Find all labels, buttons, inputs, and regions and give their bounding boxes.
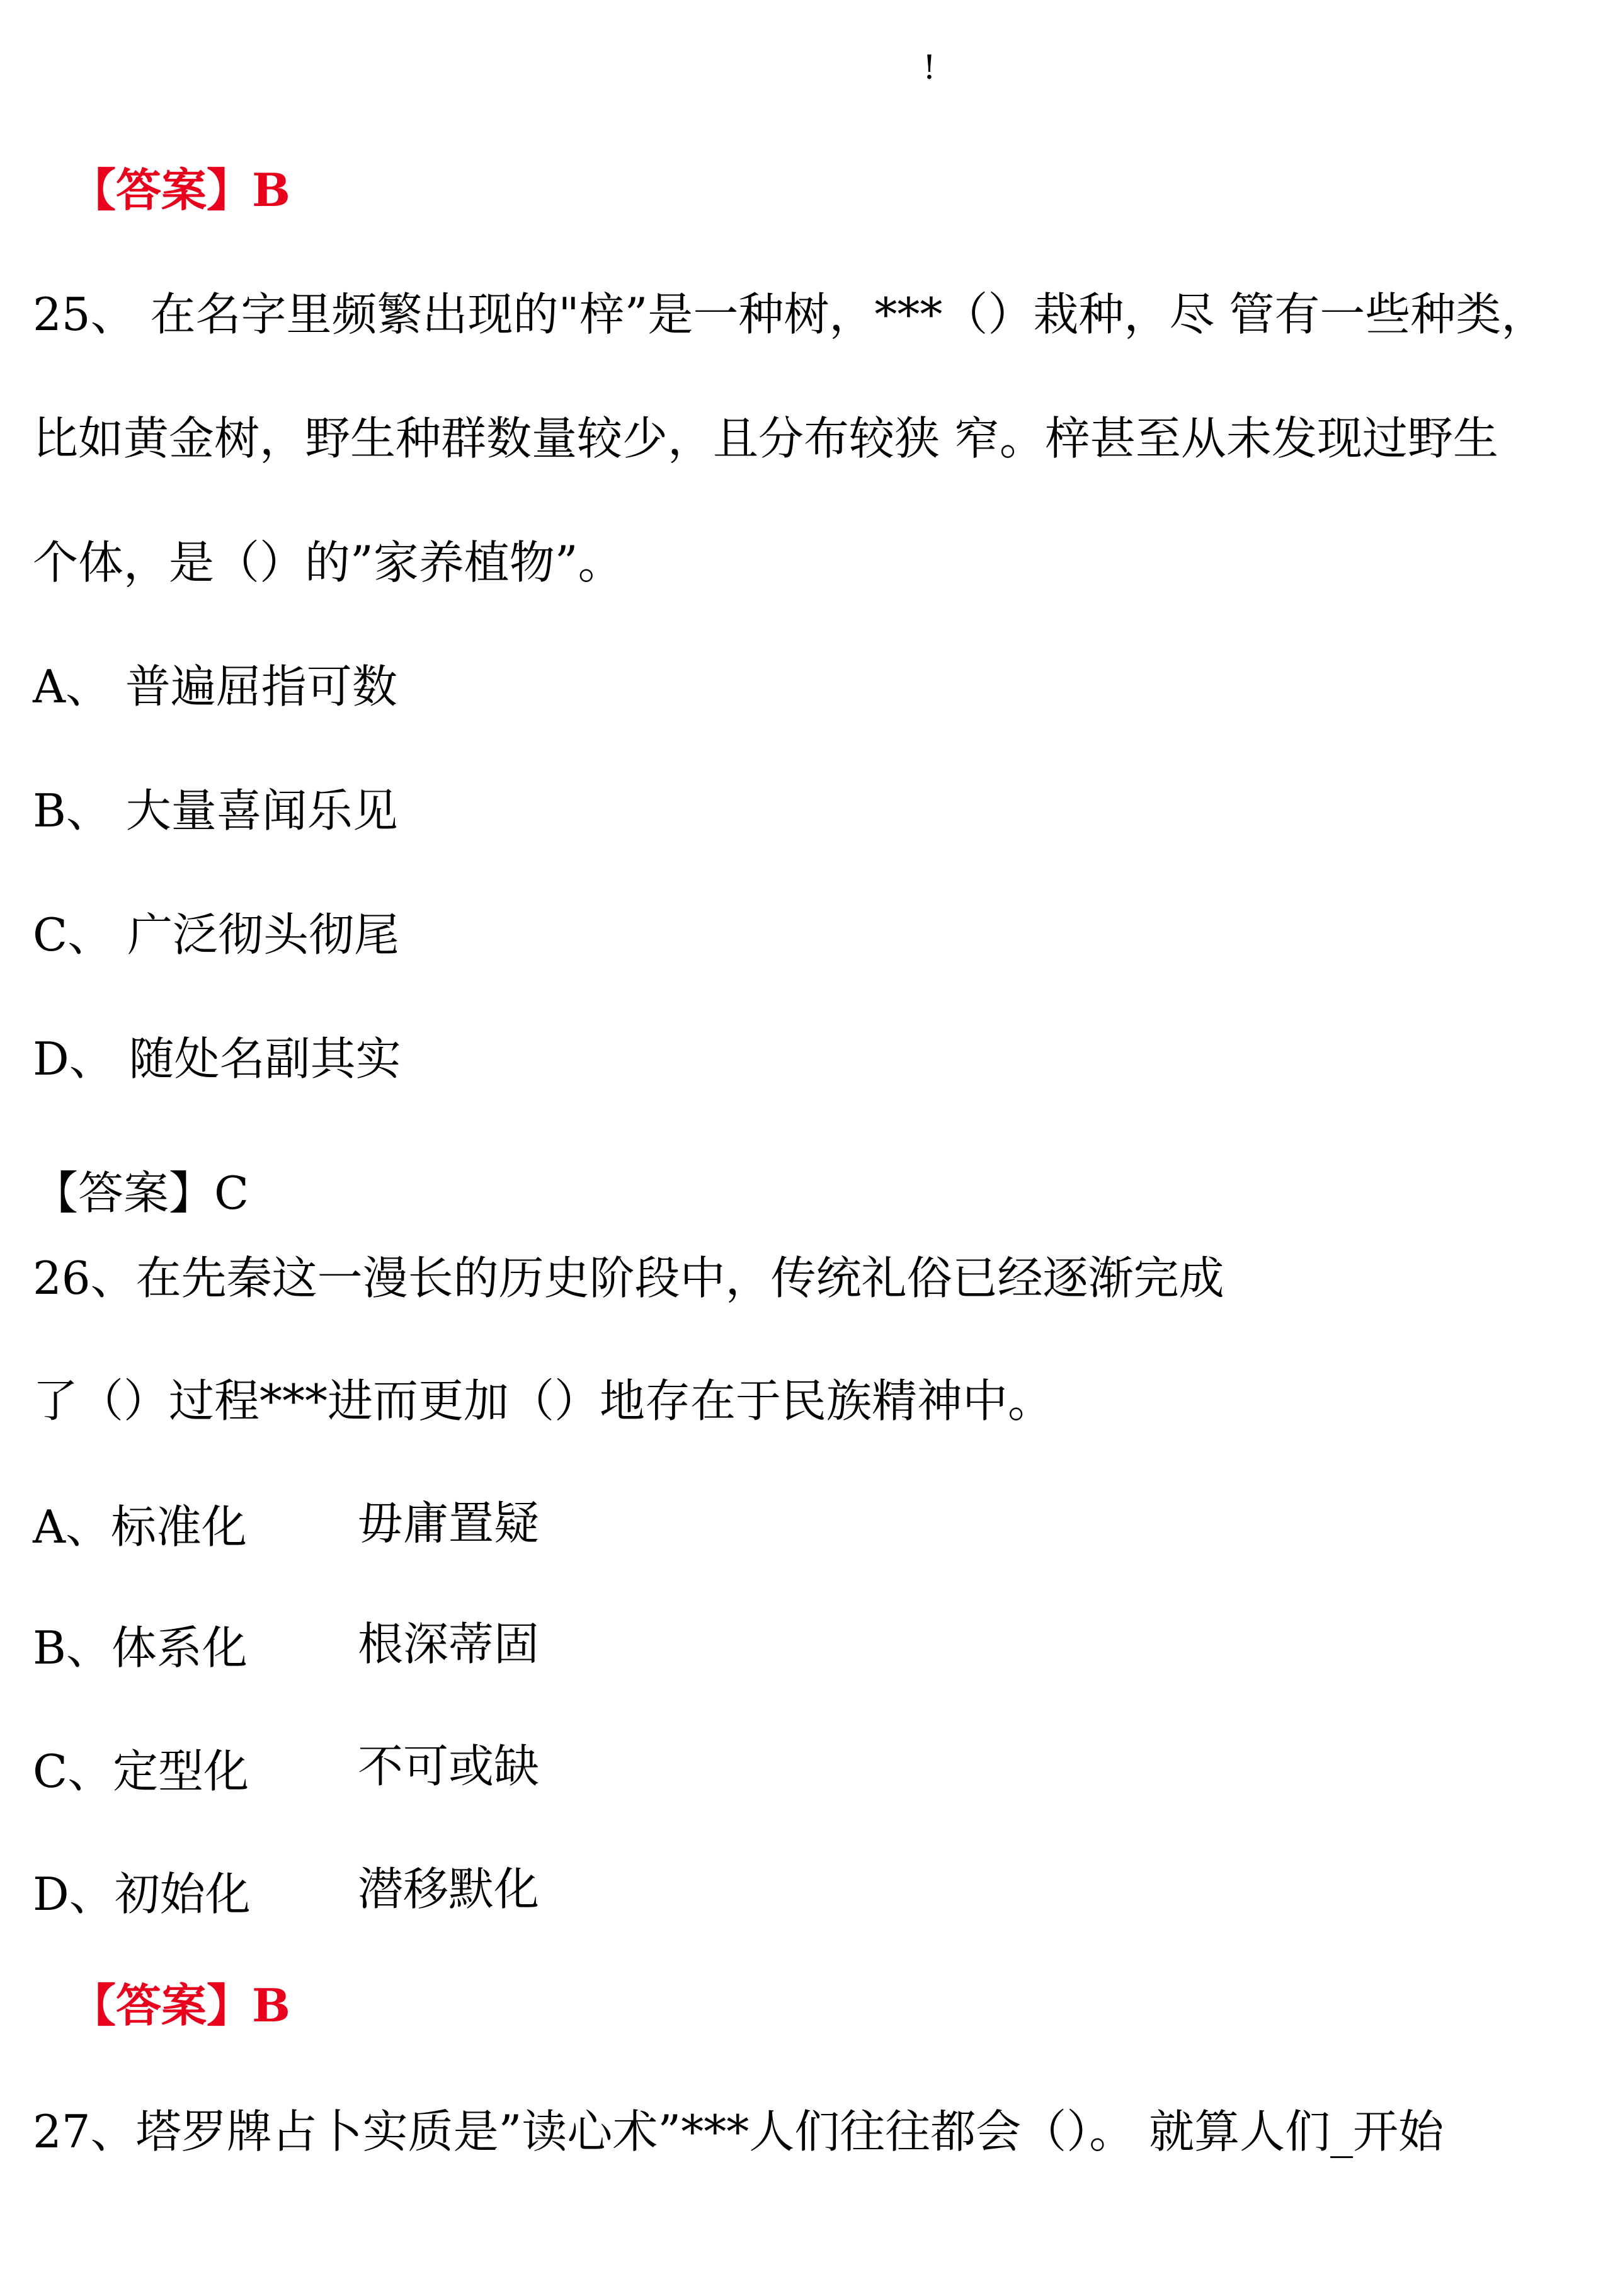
header-mark: ! <box>923 49 936 87</box>
question-25-option-c: C、 广泛彻头彻尾 <box>33 908 399 961</box>
question-25-option-a: A、 普遍屈指可数 <box>33 660 397 713</box>
question-26-line-1: 26、在先秦这一漫长的历史阶段中，传统礼俗已经逐渐完成 <box>33 1252 1224 1305</box>
question-26-option-a-value: 毋庸置疑 <box>358 1497 540 1550</box>
question-26-option-b-label: B、体系化 <box>33 1621 248 1674</box>
question-25-line-3: 个体，是（）的”家养植物”。 <box>33 536 624 589</box>
answer-q26: 【答案】B <box>71 1979 290 2032</box>
question-25-option-b: B、 大量喜闻乐见 <box>33 784 398 837</box>
question-27-line-1: 27、塔罗牌占卜实质是”读心术”***人们往往都会（）。 就算人们_开始 <box>33 2105 1444 2158</box>
question-26-option-b-value: 根深蒂固 <box>358 1618 540 1671</box>
question-25-line-2: 比如黄金树，野生种群数量较少，且分布较狭 窄。梓甚至从未发现过野生 <box>33 412 1498 465</box>
question-26-option-d-value: 潜移默化 <box>358 1863 540 1916</box>
question-26-option-c-value: 不可或缺 <box>358 1740 540 1793</box>
question-25-line-1: 25、 在名字里频繁出现的"梓”是一种树，***（）栽种，尽 管有一些种类， <box>33 288 1547 341</box>
question-26-option-c-label: C、定型化 <box>33 1745 249 1798</box>
question-26-option-a-label: A、标准化 <box>33 1500 247 1553</box>
answer-q25: 【答案】C <box>33 1167 249 1219</box>
question-26-line-2: 了（）过程***进而更加（）地存在于民族精神中。 <box>33 1374 1054 1427</box>
question-25-option-d: D、 随处名副其实 <box>33 1032 401 1085</box>
question-26-option-d-label: D、初始化 <box>33 1868 251 1921</box>
answer-q24: 【答案】B <box>71 163 290 217</box>
